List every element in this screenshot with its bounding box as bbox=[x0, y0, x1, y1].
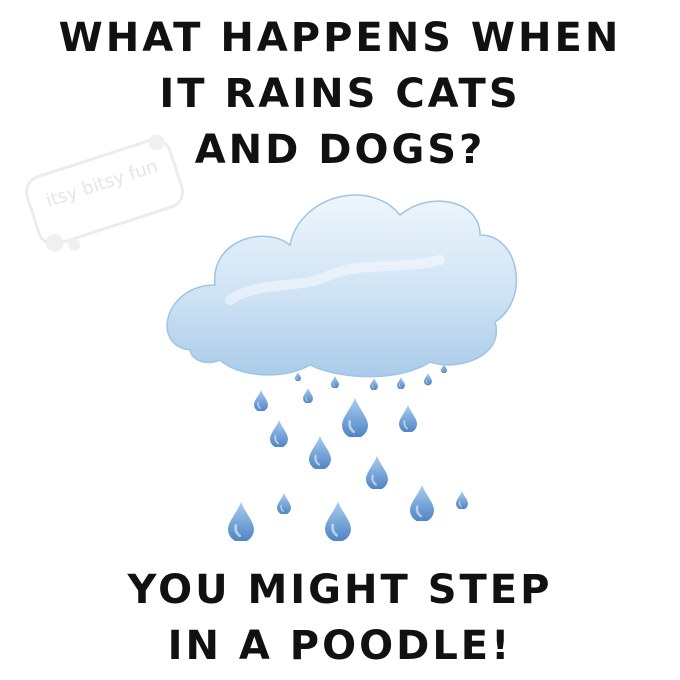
answer-line-1: YOU MIGHT STEP bbox=[127, 567, 553, 613]
raindrop bbox=[331, 376, 339, 388]
raindrop bbox=[410, 485, 434, 522]
raindrops bbox=[228, 364, 468, 542]
raindrop bbox=[424, 373, 432, 385]
raindrop bbox=[277, 493, 291, 515]
raindrop bbox=[303, 388, 313, 404]
raindrop bbox=[325, 502, 351, 542]
raindrop bbox=[342, 398, 368, 438]
watermark-text: itsy bitsy fun bbox=[43, 155, 161, 212]
raindrop bbox=[295, 372, 301, 381]
raindrop bbox=[399, 405, 417, 433]
answer-line-2: IN A POODLE! bbox=[167, 623, 513, 669]
question-line-1: WHAT HAPPENS WHEN bbox=[58, 15, 622, 61]
raindrop bbox=[309, 436, 331, 470]
question-line-2: IT RAINS CATS bbox=[159, 71, 521, 117]
raindrop bbox=[254, 390, 268, 412]
raindrop bbox=[456, 491, 468, 510]
raindrop bbox=[370, 378, 378, 390]
raindrop bbox=[397, 377, 405, 389]
raindrop bbox=[270, 420, 288, 448]
raindrop bbox=[366, 456, 388, 490]
raindrop bbox=[228, 502, 254, 542]
cloud-icon bbox=[167, 195, 516, 377]
watermark-badge bbox=[21, 132, 190, 260]
question-line-3: AND DOGS? bbox=[194, 127, 486, 173]
